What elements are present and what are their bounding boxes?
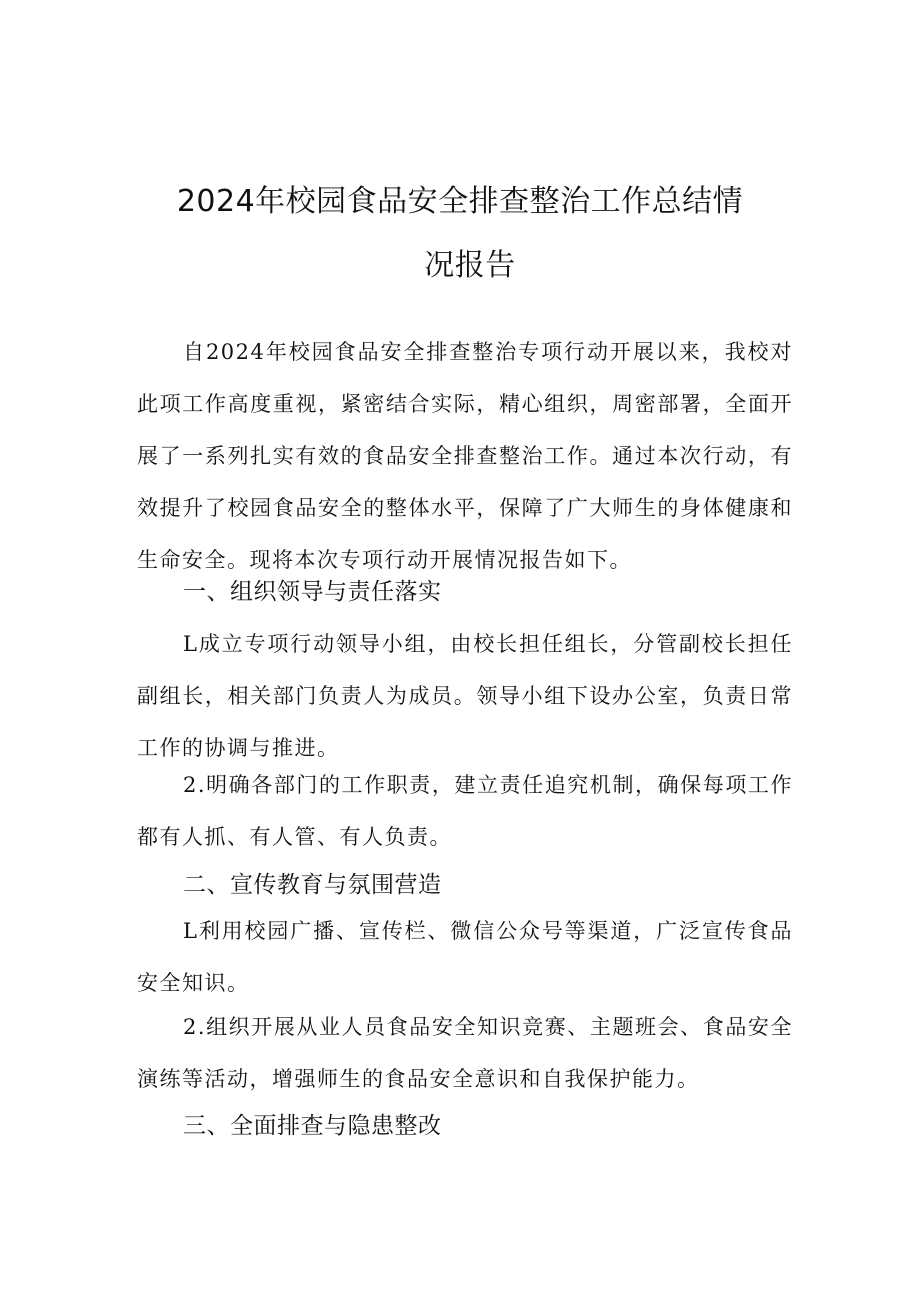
section-heading-1: 一、组织领导与责任落实 [183, 579, 442, 605]
section-heading-3: 三、全面排查与隐患整改 [183, 1113, 442, 1139]
section-1-item-2: 2.明确各部门的工作职责，建立责任追究机制，确保每项工作都有人抓、有人管、有人负责。 [137, 773, 793, 849]
section-heading-2: 二、宣传教育与氛围营造 [183, 872, 442, 898]
title-line-2: 况报告 [424, 248, 516, 283]
intro-paragraph: 自2024年校园食品安全排查整治专项行动开展以来，我校对此项工作高度重视，紧密结合实际，精心组织，周密部署，全面开展了一系列扎实有效的食品安全排查整治工作。通过本次行动，有效提升了校园食品安全的整体水平，保障了广大师生的身体健康和生命安全。现将本次专项行动开展情况报告如下。 [137, 340, 793, 572]
title-line-1: 2024年校园食品安全排查整治工作总结情 [176, 184, 744, 219]
section-2-item-2: 2.组织开展从业人员食品安全知识竞赛、主题班会、食品安全演练等活动，增强师生的食品安全意识和自我保护能力。 [137, 1015, 793, 1091]
document-title [120, 170, 800, 298]
section-1-item-1: L成立专项行动领导小组，由校长担任组长，分管副校长担任副组长，相关部门负责人为成员。领导小组下设办公室，负责日常工作的协调与推进。 [137, 632, 793, 760]
section-2-item-1: L利用校园广播、宣传栏、微信公众号等渠道，广泛宣传食品安全知识。 [137, 919, 793, 995]
